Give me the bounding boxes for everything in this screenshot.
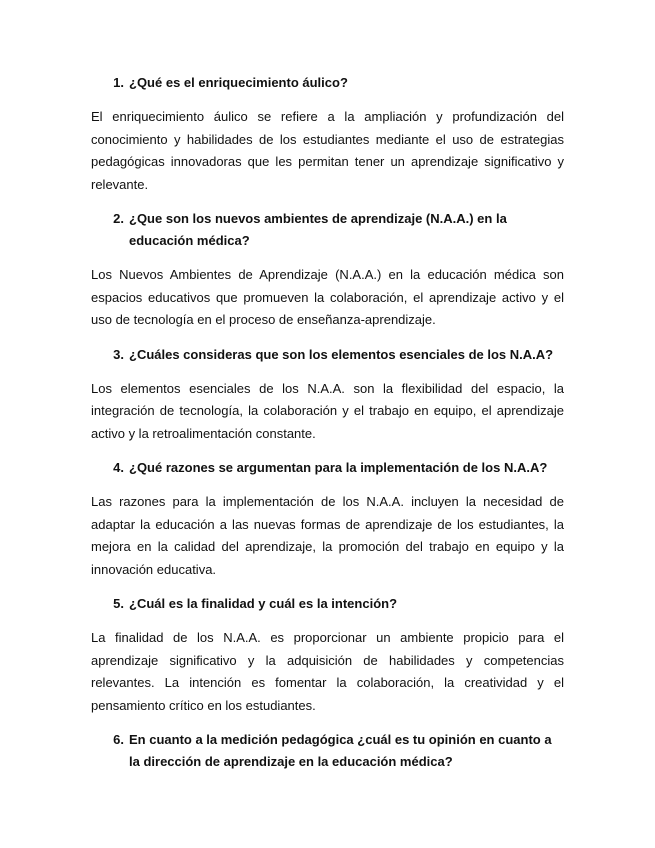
question-text: ¿Que son los nuevos ambientes de aprendizaje (N.A.A.) en la educación médica? — [129, 211, 507, 248]
answer-4: Las razones para la implementación de los N.A.A. incluyen la necesidad de adaptar la educación a las nuevas formas de aprendizaje de los estudiantes, la mejora en la calidad del aprendizaje, la promoción del trabajo en equipo y la innovación educativa. — [91, 494, 564, 577]
question-number: 6. — [113, 732, 124, 747]
question-number: 1. — [113, 75, 124, 90]
question-text: En cuanto a la medición pedagógica ¿cuál es tu opinión en cuanto a la dirección de aprendizaje en la educación médica? — [129, 732, 552, 769]
question-4 — [91, 457, 564, 479]
question-number: 4. — [113, 460, 124, 475]
question-2 — [91, 208, 564, 252]
question-text: ¿Cuál es la finalidad y cuál es la intención? — [129, 596, 398, 611]
question-6 — [91, 729, 564, 773]
question-3 — [91, 344, 564, 366]
question-number: 5. — [113, 596, 124, 611]
question-text: ¿Qué es el enriquecimiento áulico? — [129, 75, 348, 90]
question-1 — [91, 72, 564, 94]
question-text: ¿Cuáles consideras que son los elementos esenciales de los N.A.A? — [129, 346, 554, 362]
answer-2: Los Nuevos Ambientes de Aprendizaje (N.A.A.) en la educación médica son espacios educativos que promueven la colaboración, el aprendizaje activo y el uso de tecnología en el proceso de enseñanza-aprendizaje. — [91, 267, 564, 327]
answer-1: El enriquecimiento áulico se refiere a la ampliación y profundización del conocimiento y habilidades de los estudiantes mediante el uso de estrategias pedagógicas innovadoras que les permitan tener un aprendizaje significativo y relevante. — [91, 109, 564, 192]
question-5 — [91, 593, 564, 615]
answer-5: La finalidad de los N.A.A. es proporcionar un ambiente propicio para el aprendizaje significativo y la adquisición de habilidades y competencias relevantes. La intención es fomentar la colaboración, la creatividad y el pensamiento crítico en los estudiantes. — [91, 630, 564, 713]
question-number: 3. — [113, 346, 124, 362]
question-text: ¿Qué razones se argumentan para la implementación de los N.A.A? — [129, 460, 548, 475]
answer-3: Los elementos esenciales de los N.A.A. son la flexibilidad del espacio, la integración de tecnología, la colaboración y el trabajo en equipo, el aprendizaje activo y la retroalimentación constante. — [91, 380, 564, 441]
question-number: 2. — [113, 211, 124, 226]
document-body — [91, 72, 564, 773]
